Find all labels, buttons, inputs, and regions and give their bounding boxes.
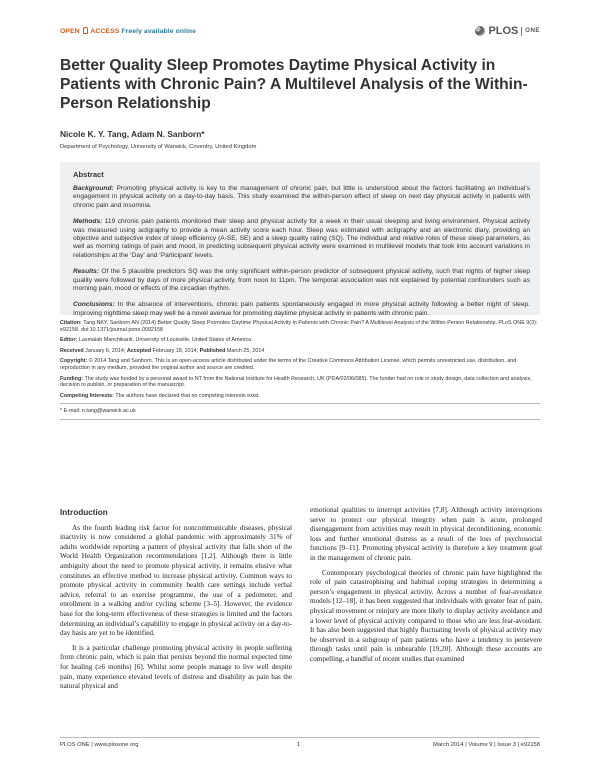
methods-label: Methods: [73,218,103,226]
author-list: Nicole K. Y. Tang, Adam N. Sanborn* [60,129,205,139]
page-footer [60,737,540,750]
copyright [60,358,540,371]
citation [60,320,540,333]
body-column-left [60,508,292,697]
email[interactable]: * E-mail: n.tang@warwick.ac.uk [60,407,136,414]
body-column-right [310,506,542,670]
plos-logo-icon [475,26,485,36]
abstract-methods [73,218,530,260]
conclusions-text: In the absence of interventions, chronic pain patients spontaneously engaged in more physical activity following a better night of sleep. Improving nighttime sleep may well be a novel avenue for promoting daytime physical activity in patients with chronic pain. [73,301,530,317]
abstract-box [60,162,540,315]
footer-journal[interactable]: PLOS ONE | www.plosone.org [60,741,139,748]
funding-text: The study was funded by a personal award to NT from the National Institute for Health Research, UK (PDA/02/06/085). The funder had no role in study design, data collection and analysis, decision to publish, or preparation of the manuscript. [60,375,532,389]
introduction-heading: Introduction [60,508,108,517]
freely-available-label: Freely available online [121,28,197,35]
competing-interests [60,393,540,400]
citation-text[interactable]: Tang NKY, Sanborn AN (2014) Better Quality Sleep Promotes Daytime Physical Activity in Patients with Chronic Pain? A Multilevel Analysis of the Within-Person Relationship. PLoS ONE 9(3): e92158. doi:10.1371/journal.pone.0092158 [60,320,538,333]
funding [60,376,540,389]
copyright-label: Copyright: [60,358,88,365]
intro-paragraph-4: Contemporary psychological theories of chronic pain have highlighted the role of pain catastrophising and habitual coping strategies in determining a person’s engagement in physical activity. Across a number of fear-avoidance models [12–18], it has been suggested that individuals with greater fear of pain, physical movement or reinjury are more likely to display activity avoidance and a lower level of physical activity compared to those who are less fear-avoidant. It has also been suggested that highly fluctuating levels of physical activity may be observed in a subgroup of pain patients who have a tendency to persevere through tasks until pain is unbearable [19,20]. Although these accounts are compelling, a handful of recent studies that examined [310,568,542,663]
published-date: March 25, 2014 [225,347,265,354]
meta-divider-bottom [60,419,540,420]
footer-row [60,742,540,750]
logo-divider [521,27,522,36]
published-label: Published [199,347,226,354]
open-access-banner[interactable] [60,27,196,35]
journal-brand: PLOS [488,25,519,37]
affiliation: Department of Psychology, University of Warwick, Coventry, United Kingdom [60,144,257,150]
editor [60,337,540,344]
page-number: 1 [297,741,301,748]
editor-label: Editor: [60,337,78,344]
background-label: Background: [73,185,114,192]
results-text: Of the 5 plausible predictors SQ was the only significant within-person predictor of subsequent physical activity, such that nights of higher sleep quality were followed by days of more physical activity, from noon to 11pm. The temporal association was not explained by potential confounders such as morning pain, mood or effects of the circadian rhythm. [73,268,530,293]
abstract-results [73,268,530,293]
abstract-heading: Abstract [73,170,104,179]
background-text: Promoting physical activity is key to the management of chronic pain, but little is understood about the factors facilitating an individual’s engagement in physical activity on a day-to-day basis. This study examined the within-person effect of sleep on next day physical activity in patients with chronic pain and insomnia. [73,185,530,209]
footer-divider [60,737,540,738]
intro-paragraph-2: It is a particular challenge promoting physical activity in people suffering from chronic pain, which is pain that persists beyond the normal expected time for healing (≥6 months) [6]. Whilst some people manage to live well despite pain, many experience elevated levels of distress and disability as pain has the natural physical and [60,643,292,691]
accepted-date: February 18, 2014; [151,347,200,354]
meta-divider [60,403,540,404]
editor-text: Laxmaiah Manchikanti, University of Louisville, United States of America [77,337,252,344]
open-lock-icon [83,27,88,34]
methods-text: 119 chronic pain patients monitored their sleep and physical activity for a week in their usual sleeping and living environment. Physical activity was measured using actigraphy to provide a mean activity score each hour. Sleep was estimated with actigraphy and an electronic diary, providing an objective and subjective index of sleep efficiency (A-SE, SE) and a sleep quality rating (SQ). The individual and relative roles of these sleep parameters, as well as morning ratings of pain and mood, in predicting subsequent physical activity were examined in multilevel models that took into account variations in relationships at the ‘Day’ and ‘Participant’ levels. [73,218,530,259]
journal-logo[interactable] [475,25,540,37]
copyright-text: © 2014 Tang and Sanborn. This is an open-access article distributed under the terms of the Creative Commons Attribution License, which permits unrestricted use, distribution, and reproduction in any medium, provided the original author and source are credited. [60,358,517,371]
footer-issue: March 2014 | Volume 9 | Issue 3 | e92158 [433,741,540,748]
intro-paragraph-3: emotional qualities to interrupt activities [7,8]. Although activity interruptions serve to protect our physical integrity when pain is acute, prolonged disengagement from activities may result in physical deconditioning, economic loss and further emotional distress as a result of the loss of psychosocial functions [9–11]. Promoting physical activity is therefore a key treatment goal in the management of chronic pain. [310,506,542,562]
article-metadata [60,320,540,423]
citation-label: Citation: [60,320,82,326]
top-bar [60,25,540,39]
journal-sub: ONE [525,28,540,34]
competing-label: Competing Interests: [60,392,114,399]
accepted-label: Accepted [126,347,152,354]
intro-paragraph-1: As the fourth leading risk factor for noncommunicable diseases, physical inactivity is now considered a global pandemic with approximately 31% of adults worldwide reporting a pattern of physical activity that falls short of the World Health Organization recommendations [1,2]. Although there is little ambiguity about the need to promote physical activity, it remains elusive what constitutes an effective method to increase physical activity. Common ways to promote physical activity in community health care settings include verbal advice, referral to an exercise programme, the use of a pedometer, and enrollment in a walking and/or cycling scheme [3–5]. However, the evidence base for the long-term effectiveness of these strategies is limited and the factors determining an individual’s capability to engage in physical activity on a day-to-day basis are yet to be identified. [60,523,292,638]
abstract-background [73,185,530,210]
access-label: ACCESS [90,28,120,35]
abstract-conclusions [73,301,530,318]
dates [60,348,540,355]
results-label: Results: [73,268,100,276]
competing-text: The authors have declared that no competing interests exist. [113,392,260,399]
conclusions-label: Conclusions: [73,301,115,309]
funding-label: Funding: [60,375,84,382]
open-label: OPEN [60,28,80,35]
received-label: Received [60,347,84,354]
article-title: Better Quality Sleep Promotes Daytime Physical Activity in Patients with Chronic Pain? A Multilevel Analysis of the Within-Person Relationship [60,57,528,112]
received-date: January 6, 2014; [83,347,127,354]
